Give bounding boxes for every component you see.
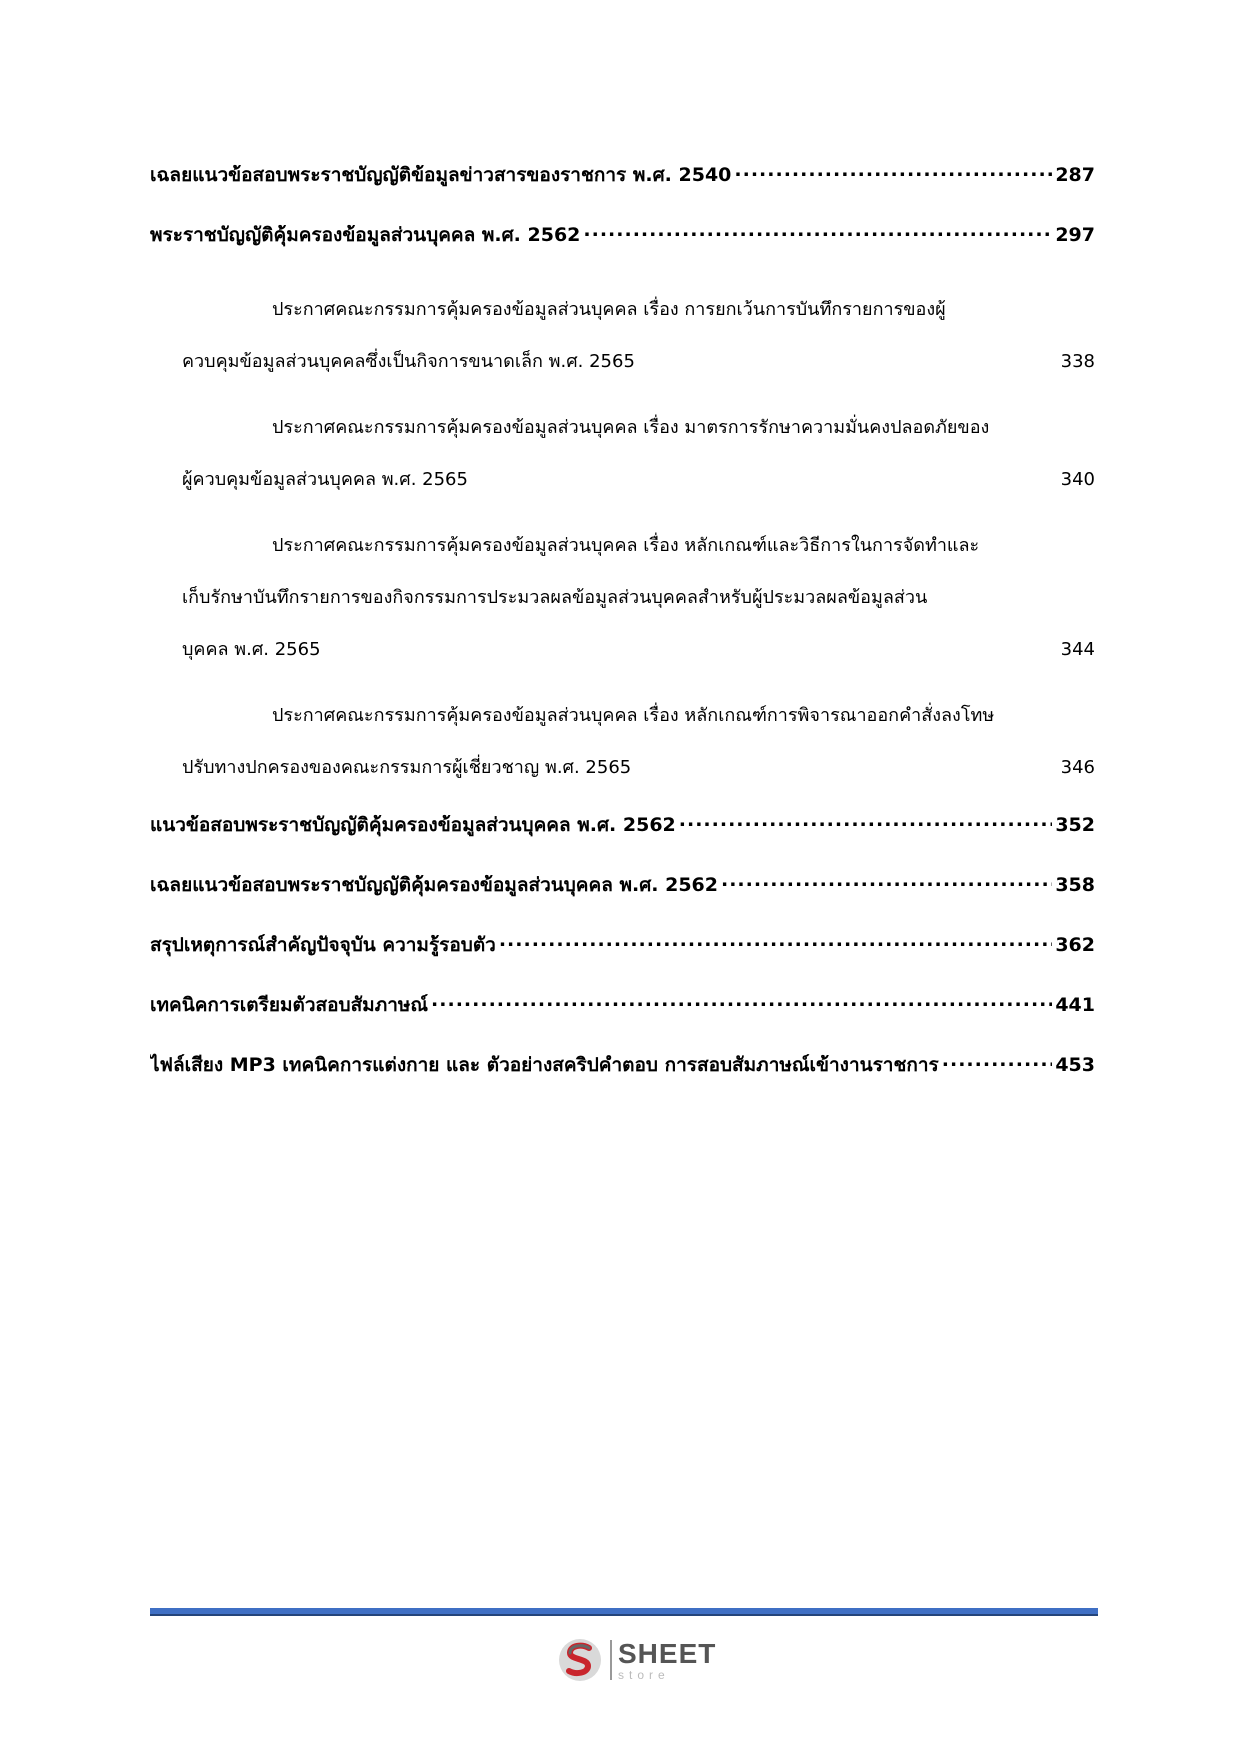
- toc-subentry-line: ประกาศคณะกรรมการคุ้มครองข้อมูลส่วนบุคคล เรื่อง การยกเว้นการบันทึกรายการของผู้: [272, 299, 946, 320]
- toc-subentry[interactable]: [150, 690, 1095, 800]
- toc-entry[interactable]: [150, 860, 1095, 920]
- dot-leader: [431, 992, 1052, 1011]
- dot-leader: [471, 467, 1058, 485]
- logo-subword: store: [618, 1667, 670, 1682]
- toc-page-number: 362: [1055, 934, 1095, 956]
- toc-page-number: 346: [1060, 757, 1095, 778]
- dot-leader: [583, 222, 1052, 241]
- toc-entry-title: แนวข้อสอบพระราชบัญญัติคุ้มครองข้อมูลส่วนบุคคล พ.ศ. 2562: [150, 814, 676, 836]
- toc-entry[interactable]: [150, 800, 1095, 860]
- toc-subentry[interactable]: [150, 520, 1095, 690]
- toc-subentry-line: เก็บรักษาบันทึกรายการของกิจกรรมการประมวลผลข้อมูลส่วนบุคคลสำหรับผู้ประมวลผลข้อมูลส่วน: [182, 587, 928, 608]
- dot-leader: [324, 637, 1058, 655]
- toc-entry-title: เฉลยแนวข้อสอบพระราชบัญญัติคุ้มครองข้อมูลส่วนบุคคล พ.ศ. 2562: [150, 874, 718, 896]
- toc-entry-title: สรุปเหตุการณ์สำคัญปัจจุบัน ความรู้รอบตัว: [150, 934, 496, 956]
- toc-entry[interactable]: [150, 1040, 1095, 1100]
- dot-leader: [679, 812, 1053, 831]
- toc-subentry[interactable]: [150, 402, 1095, 520]
- toc-page-number: 297: [1055, 224, 1095, 246]
- toc-page-number: 453: [1055, 1054, 1095, 1076]
- toc-subentry-line: ประกาศคณะกรรมการคุ้มครองข้อมูลส่วนบุคคล เรื่อง มาตรการรักษาความมั่นคงปลอดภัยของ: [272, 417, 990, 438]
- toc-page-number: 338: [1060, 351, 1095, 372]
- dot-leader: [638, 349, 1058, 367]
- toc-subentry-line: ผู้ควบคุมข้อมูลส่วนบุคคล พ.ศ. 2565: [182, 469, 468, 490]
- toc-entry[interactable]: [150, 150, 1095, 210]
- toc-subentry[interactable]: [150, 270, 1095, 402]
- toc-subentry-line: ประกาศคณะกรรมการคุ้มครองข้อมูลส่วนบุคคล เรื่อง หลักเกณฑ์และวิธีการในการจัดทำและ: [272, 535, 980, 556]
- footer-logo: [556, 1636, 716, 1684]
- dot-leader: [721, 872, 1052, 891]
- logo-wordmark: [618, 1637, 717, 1682]
- toc-entry[interactable]: [150, 980, 1095, 1040]
- logo-divider: [610, 1640, 612, 1680]
- toc-entry-title: พระราชบัญญัติคุ้มครองข้อมูลส่วนบุคคล พ.ศ. 2562: [150, 224, 581, 246]
- toc-entry-title: เฉลยแนวข้อสอบพระราชบัญญัติข้อมูลข่าวสารของราชการ พ.ศ. 2540: [150, 164, 732, 186]
- toc-page-number: 344: [1060, 639, 1095, 660]
- table-of-contents: [150, 150, 1095, 1100]
- footer-rule: [150, 1608, 1098, 1616]
- toc-page-number: 352: [1055, 814, 1095, 836]
- toc-subentry-line: ควบคุมข้อมูลส่วนบุคคลซึ่งเป็นกิจการขนาดเล็ก พ.ศ. 2565: [182, 351, 635, 372]
- sheet-store-logo-icon: [556, 1636, 604, 1684]
- toc-page-number: 340: [1060, 469, 1095, 490]
- toc-page-number: 287: [1055, 164, 1095, 186]
- dot-leader: [499, 932, 1052, 951]
- dot-leader: [634, 755, 1057, 773]
- dot-leader: [734, 162, 1052, 181]
- toc-entry-title: ไฟล์เสียง MP3 เทคนิคการแต่งกาย และ ตัวอย่างสคริปคำตอบ การสอบสัมภาษณ์เข้างานราชการ: [150, 1054, 939, 1076]
- dot-leader: [942, 1052, 1053, 1071]
- toc-entry-title: เทคนิคการเตรียมตัวสอบสัมภาษณ์: [150, 994, 429, 1016]
- toc-page-number: 441: [1055, 994, 1095, 1016]
- toc-subentry-line: บุคคล พ.ศ. 2565: [182, 639, 321, 660]
- toc-entry[interactable]: [150, 920, 1095, 980]
- toc-subentry-line: ปรับทางปกครองของคณะกรรมการผู้เชี่ยวชาญ พ.ศ. 2565: [182, 757, 632, 778]
- toc-subentry-line: ประกาศคณะกรรมการคุ้มครองข้อมูลส่วนบุคคล เรื่อง หลักเกณฑ์การพิจารณาออกคำสั่งลงโทษ: [272, 705, 995, 726]
- toc-page-number: 358: [1055, 874, 1095, 896]
- logo-word: SHEET: [618, 1637, 717, 1669]
- toc-entry[interactable]: [150, 210, 1095, 270]
